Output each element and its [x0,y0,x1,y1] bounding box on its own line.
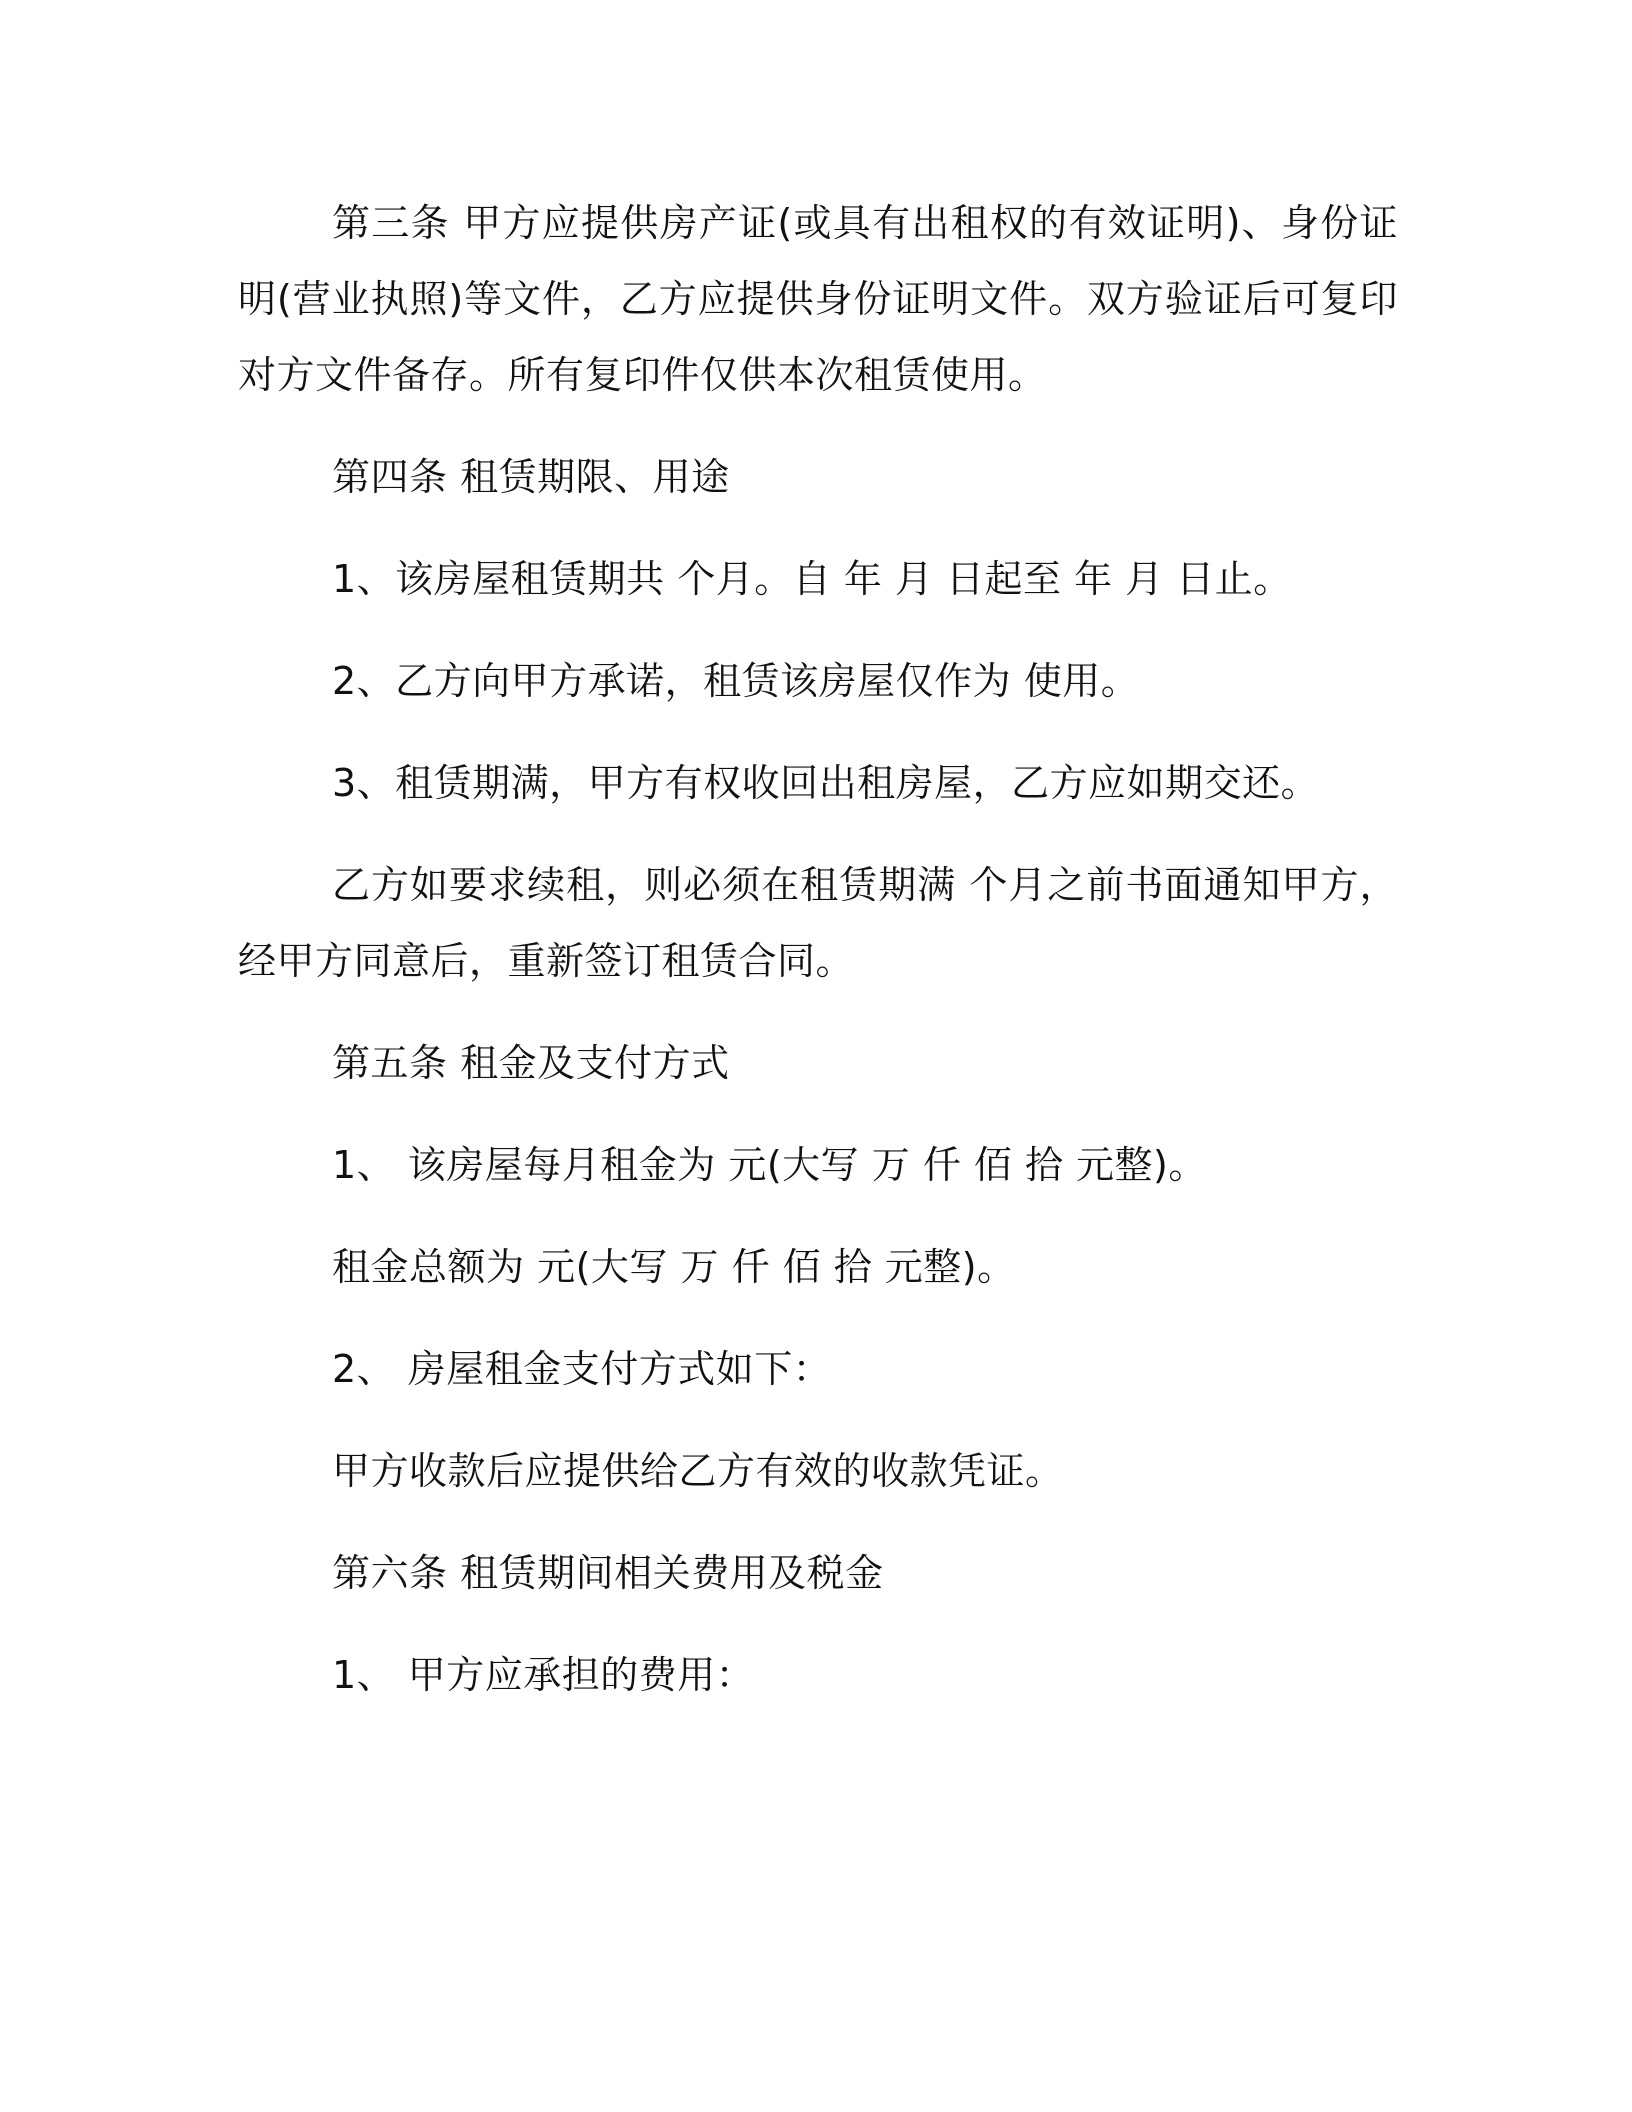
article-3-paragraph: 第三条 甲方应提供房产证(或具有出租权的有效证明)、身份证明(营业执照)等文件，乙方应提供身份证明文件。双方验证后可复印对方文件备存。所有复印件仅供本次租赁使用。 [238,201,1398,397]
renewal-paragraph: 乙方如要求续租，则必须在租赁期满 个月之前书面通知甲方，经甲方同意后，重新签订租赁合同。 [238,863,1398,983]
article-5-clause-2: 2、 房屋租金支付方式如下： [332,1347,832,1391]
document-body [238,185,1398,1713]
article-4-clause-1: 1、该房屋租赁期共 个月。自 年 月 日起至 年 月 日止。 [332,557,1292,601]
article-5-heading: 第五条 租金及支付方式 [332,1041,730,1085]
article-4-heading: 第四条 租赁期限、用途 [332,455,730,499]
receipt-paragraph: 甲方收款后应提供给乙方有效的收款凭证。 [332,1449,1064,1493]
article-4-clause-2: 2、乙方向甲方承诺，租赁该房屋仅作为 使用。 [332,659,1140,703]
article-5-clause-1: 1、 该房屋每月租金为 元(大写 万 仟 佰 拾 元整)。 [332,1143,1207,1187]
article-4-clause-3: 3、租赁期满，甲方有权收回出租房屋，乙方应如期交还。 [332,761,1320,805]
article-6-heading: 第六条 租赁期间相关费用及税金 [332,1551,884,1595]
article-6-clause-1: 1、 甲方应承担的费用： [332,1653,755,1697]
rent-total-paragraph: 租金总额为 元(大写 万 仟 佰 拾 元整)。 [332,1245,1016,1289]
